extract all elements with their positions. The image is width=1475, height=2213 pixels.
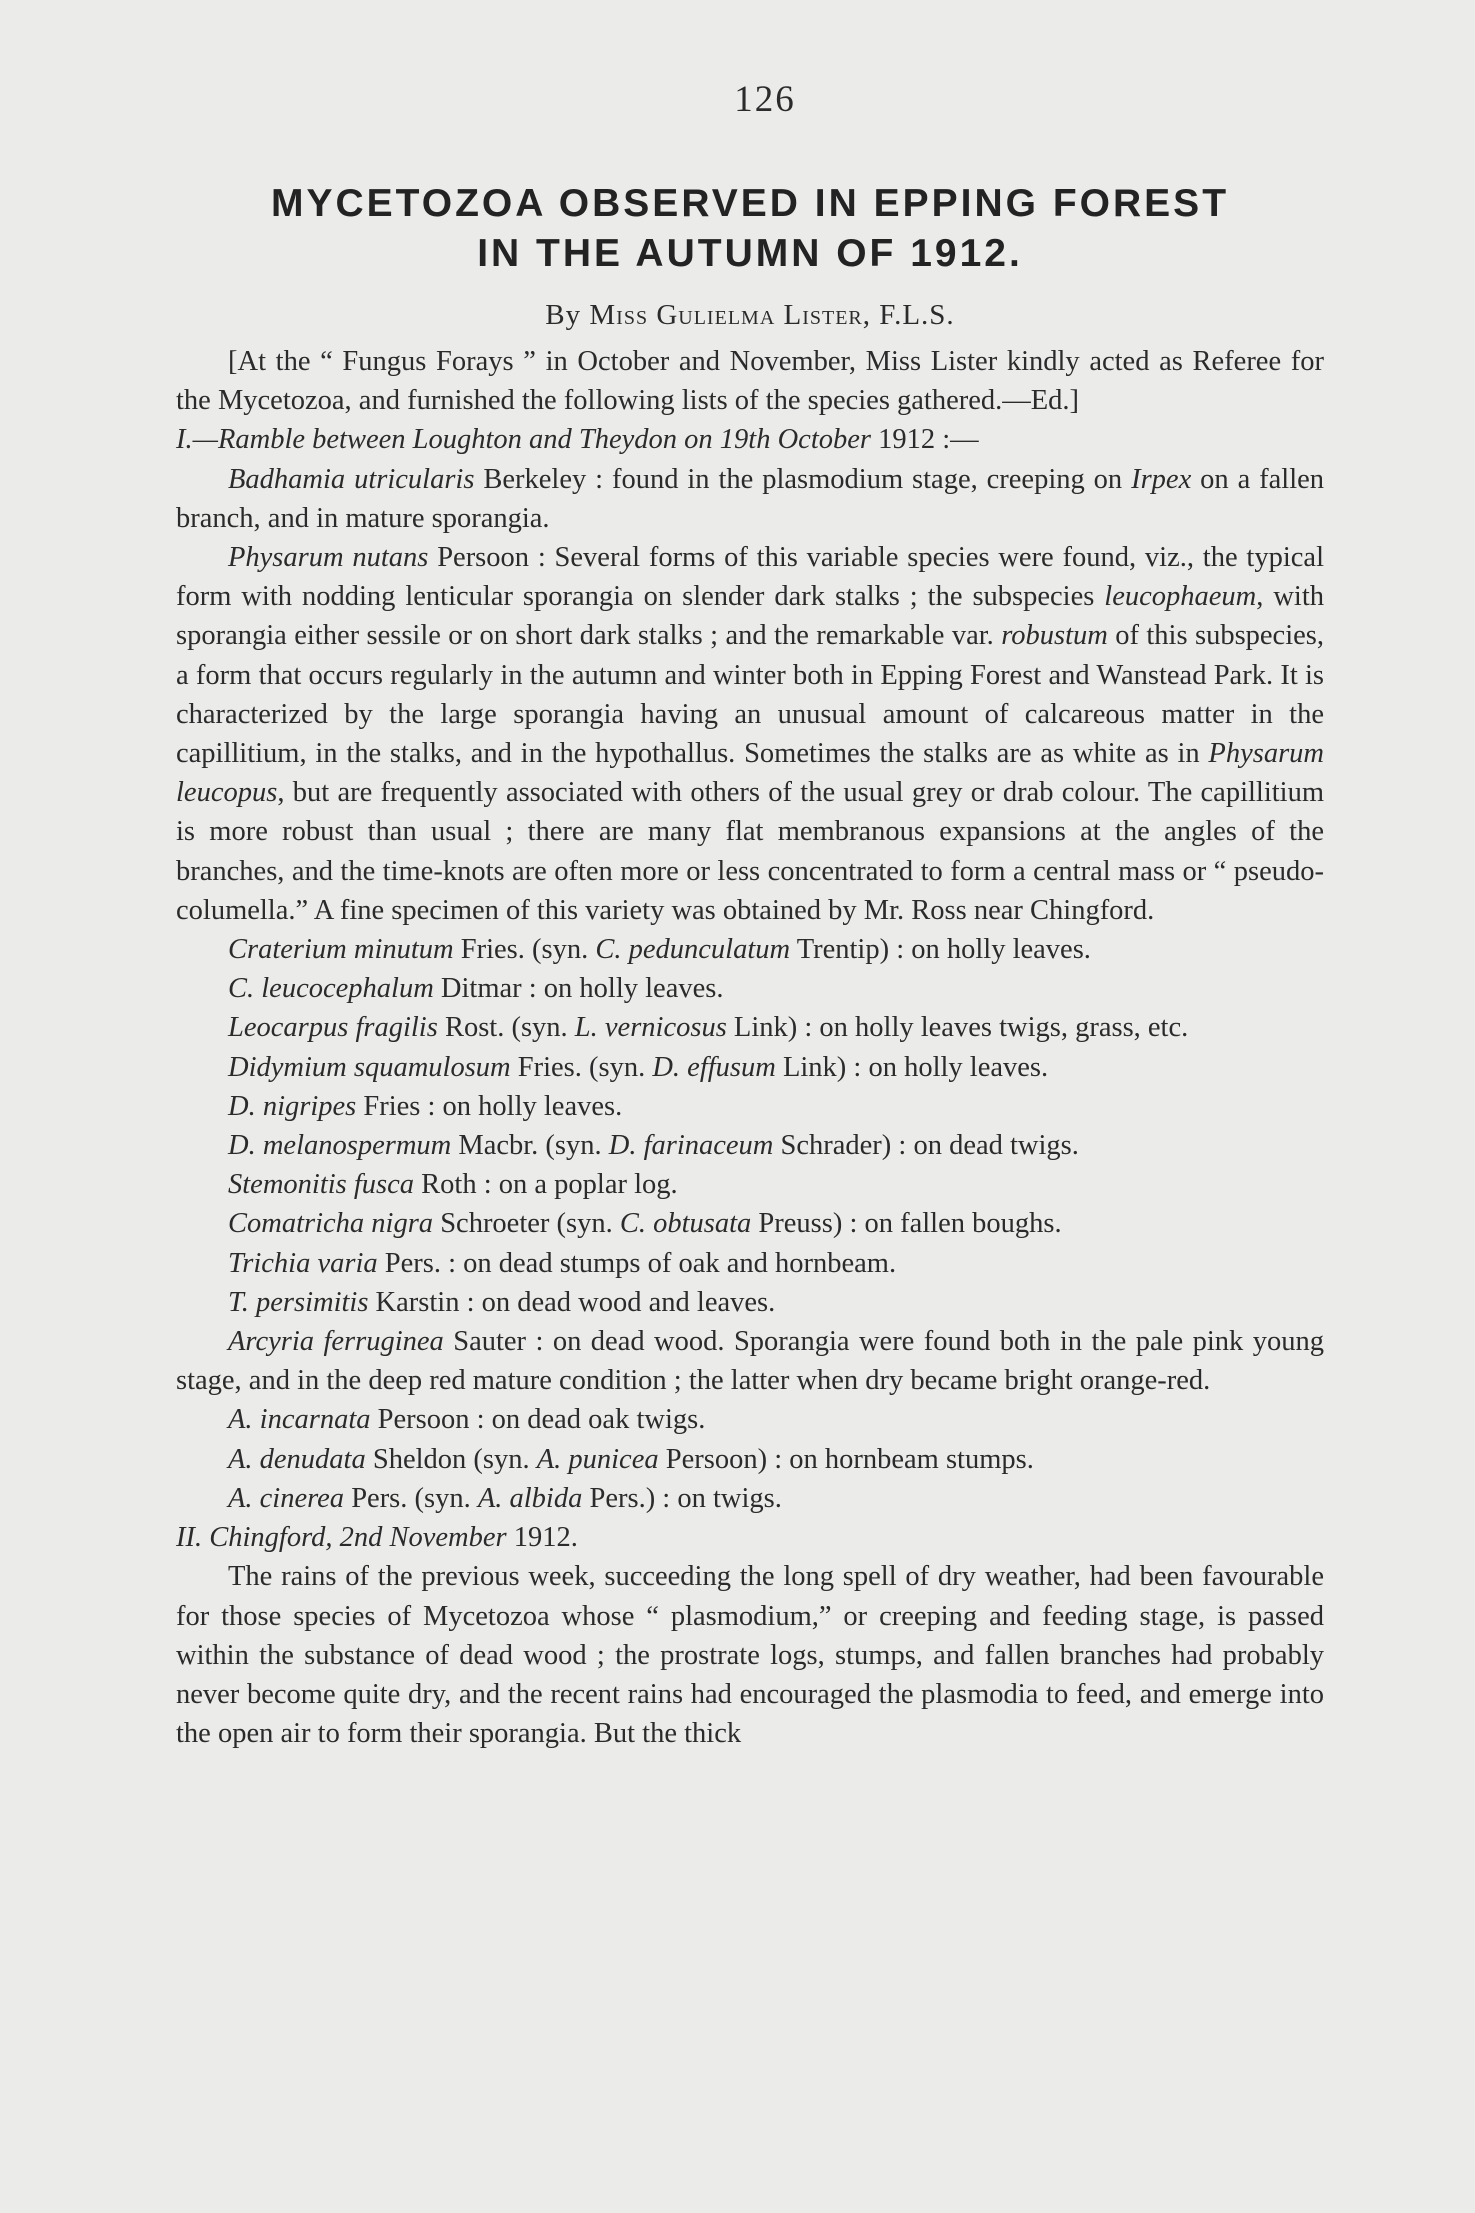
species-italic: A. punicea [536,1443,659,1475]
species-name: T. persimitis [228,1286,369,1318]
species-italic: C. pedunculatum [595,934,791,966]
species-note: Fries. (syn. [453,934,596,966]
species-note: Berkeley : found in the plasmodium stage, creeping on [474,463,1132,495]
species-entry [176,1322,1324,1400]
species-entry [176,1087,1324,1126]
section-heading-1 [176,420,1324,459]
species-name: Arcyria ferruginea [228,1326,444,1358]
species-entry [176,1165,1324,1204]
species-name: Stemonitis fusca [228,1169,415,1201]
species-note: Link) : on holly leaves. [775,1051,1049,1083]
species-note: of this subspecies, a form that occurs regularly in the autumn and winter both in Epping Forest and Wanstead Park. It is characterized by the large sporangia having an unusual amount of calcareous matter in the capillitium, in the stalks, and in the hypothallus. Sometimes the stalks are as white as in [176,620,1324,770]
species-name: Trichia varia [228,1247,378,1279]
species-name: Didymium squamulosum [228,1051,511,1083]
section-heading-2 [176,1518,1324,1557]
species-italic: leucophaeum [1104,581,1257,613]
species-note: Sauter : on dead wood. Sporangia were found both in the pale pink young stage, and in the deep red mature condition ; the latter when dry became bright orange-red. [176,1326,1324,1397]
species-entry [176,1440,1324,1479]
species-note: Roth : on a poplar log. [414,1169,678,1201]
species-name: Comatricha nigra [228,1208,434,1240]
species-entry [176,1048,1324,1087]
species-note: Fries. (syn. [510,1051,653,1083]
species-entry [176,1204,1324,1243]
species-note: , but are frequently associated with others of the usual grey or drab colour. The capillitium is more robust than usual ; there are many flat membranous expansions at the angles of the branches, and the time-knots are often more or less concentrated to form a central mass or “ pseudo-columella.” A fine specimen of this variety was obtained by Mr. Ross near Chingford. [176,777,1324,926]
species-name: A. denudata [228,1443,366,1475]
species-note: Macbr. (syn. [451,1130,609,1162]
species-italic: Irpex [1131,463,1192,495]
section-heading-1-italic: I.—Ramble between Loughton and Theydon on 19th October [176,424,871,456]
species-entry [176,1283,1324,1322]
species-italic: A. albida [477,1482,583,1514]
closing-paragraph: The rains of the previous week, succeeding the long spell of dry weather, had been favourable for those species of Mycetozoa whose “ plasmodium,” or creeping and feeding stage, is passed within the substance of dead wood ; the prostrate logs, stumps, and fallen branches had probably never become quite dry, and the recent rains had encouraged the plasmodia to feed, and emerge into the open air to form their sporangia. But the thick [176,1561,1324,1750]
species-entry [176,1400,1324,1439]
byline [176,299,1324,332]
species-italic: D. farinaceum [608,1130,774,1162]
species-italic: L. vernicosus [574,1012,727,1044]
species-name: C. leucocephalum [228,973,434,1005]
species-note: Fries : on holly leaves. [356,1090,623,1122]
author-suffix: , F.L.S. [862,299,955,331]
section-heading-2-rest: 1912. [506,1522,578,1554]
species-italic: D. effusum [652,1051,776,1083]
species-name: Craterium minutum [228,934,454,966]
species-name: D. nigripes [228,1090,357,1122]
species-note: Rost. (syn. [437,1012,575,1044]
species-entry [176,1126,1324,1165]
page-number: 126 [734,79,796,120]
species-name: A. incarnata [228,1404,371,1436]
species-entry [176,930,1324,969]
species-note: Schroeter (syn. [433,1208,620,1240]
species-note: Link) : on holly leaves twigs, grass, etc. [726,1012,1189,1044]
species-italic: C. obtusata [619,1208,752,1240]
species-name: A. cinerea [228,1482,345,1514]
species-note: Karstin : on dead wood and leaves. [368,1286,776,1318]
species-note: Persoon : on dead oak twigs. [370,1404,706,1436]
species-note: on a fallen branch, and in mature sporangia. [176,463,1325,534]
species-italic: robustum [1001,620,1108,652]
document-page [176,78,1324,1753]
article-title [176,179,1324,279]
author-name: Miss Gulielma Lister [589,299,863,331]
species-note: Pers.) : on twigs. [582,1482,782,1514]
species-name: Physarum nutans [228,542,429,574]
species-entry [176,969,1324,1008]
species-note: Persoon) : on hornbeam stumps. [658,1443,1034,1475]
species-entry [176,1244,1324,1283]
species-note: Schrader) : on dead twigs. [773,1130,1079,1162]
species-name: Badhamia utricularis [228,463,475,495]
species-name: D. melanospermum [228,1130,452,1162]
species-note: Persoon : Several forms of this variable species were found, viz., the typical form with nodding lenticular sporangia on slender dark stalks ; the subspecies [176,542,1324,613]
species-note: , with sporangia either sessile or on short dark stalks ; and the remarkable var. [176,581,1324,652]
species-entry [176,538,1324,930]
section-heading-2-italic: II. Chingford, 2nd November [176,1522,507,1554]
section-heading-1-rest: 1912 :— [871,424,979,456]
article-body [176,342,1324,1753]
species-entry [176,1479,1324,1518]
species-entry [176,1008,1324,1047]
species-note: Pers. (syn. [344,1482,478,1514]
species-note: Preuss) : on fallen boughs. [751,1208,1062,1240]
title-line-2: IN THE AUTUMN OF 1912. [477,232,1023,275]
species-note: Trentip) : on holly leaves. [790,934,1091,966]
species-note: Sheldon (syn. [365,1443,537,1475]
editor-note: [At the “ Fungus Forays ” in October and November, Miss Lister kindly acted as Referee for the Mycetozoa, and furnished the following lists of the species gathered.—Ed.] [176,346,1324,417]
species-note: Pers. : on dead stumps of oak and hornbeam. [377,1247,897,1279]
species-italic: Physarum leucopus [176,738,1324,809]
species-note: Ditmar : on holly leaves. [433,973,724,1005]
title-line-1: MYCETOZOA OBSERVED IN EPPING FOREST [270,182,1230,225]
species-entry [176,460,1324,538]
species-name: Leocarpus fragilis [228,1012,438,1044]
byline-by: By [545,299,582,331]
